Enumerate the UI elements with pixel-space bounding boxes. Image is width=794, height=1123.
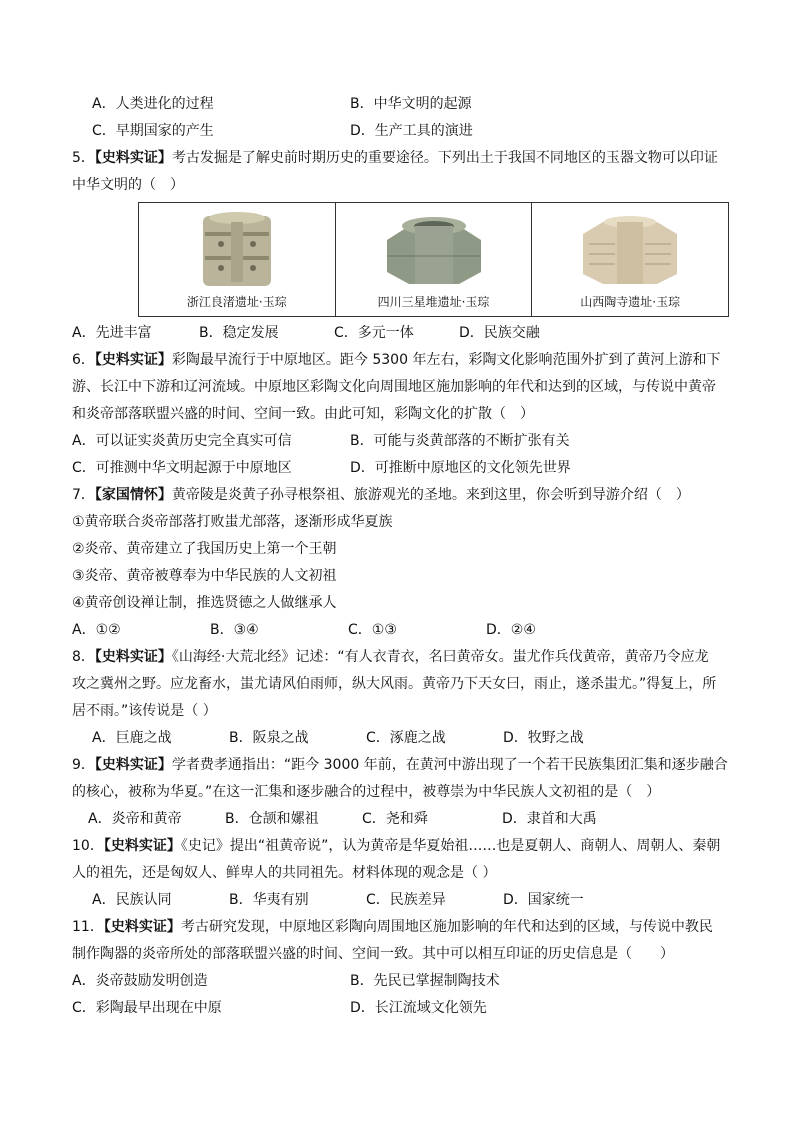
q9-options-row xyxy=(72,806,732,833)
q10-text-1: 《史记》提出“祖黄帝说”，认为黄帝是华夏始祖……也是夏朝人、商朝人、周朝人、秦朝 xyxy=(180,838,721,854)
q4-option-c[interactable]: C．早期国家的产生 xyxy=(92,123,214,139)
q5-text-1: 考古发掘是了解史前时期历史的重要途径。下列出土于我国不同地区的玉器文物可以印证 xyxy=(171,150,718,166)
q5-image-caption-2: 四川三星堆遗址·玉琮 xyxy=(377,295,490,309)
q5-image-cell-1 xyxy=(139,203,336,316)
q7-number: 7． xyxy=(72,487,95,503)
q7-option-d[interactable]: D．②④ xyxy=(486,622,536,638)
jade-cong-icon xyxy=(191,210,283,290)
q11-text-2: 制作陶器的炎帝所处的部落联盟兴盛的时间、空间一致。其中可以相互印证的历史信息是（ ） xyxy=(72,946,674,962)
q10-option-b[interactable]: B．华夷有别 xyxy=(229,892,309,908)
q8-option-a[interactable]: A．巨鹿之战 xyxy=(92,730,172,746)
q6-options-row-2 xyxy=(72,455,732,482)
q8-text-1: 《山海经·大荒北经》记述：“有人衣青衣，名曰黄帝女。蚩尤作兵伐黄帝，黄帝乃令应龙 xyxy=(171,649,709,665)
q11-stem-line-2 xyxy=(72,941,732,968)
q5-image-caption-3: 山西陶寺遗址·玉琮 xyxy=(580,295,681,309)
q11-stem-line-1 xyxy=(72,914,732,941)
q11-options-row-2 xyxy=(72,995,732,1022)
q11-tag: 【史料实证】 xyxy=(103,919,181,935)
q6-number: 6． xyxy=(72,352,95,368)
q8-options-row xyxy=(72,725,732,752)
q9-option-c[interactable]: C．尧和舜 xyxy=(362,811,428,827)
q11-option-a[interactable]: A．炎帝鼓励发明创造 xyxy=(72,973,208,989)
q9-text-1: 学者费孝通指出：“距今 3000 年前，在黄河中游出现了一个若干民族集团汇集和逐步融合 xyxy=(171,757,728,773)
q11-number: 11． xyxy=(72,919,104,935)
q4-option-a[interactable]: A．人类进化的过程 xyxy=(92,96,214,112)
q6-options-row-1 xyxy=(72,428,732,455)
q5-image-cell-2 xyxy=(336,203,533,316)
q5-number: 5． xyxy=(72,150,95,166)
q8-option-d[interactable]: D．牧野之战 xyxy=(503,730,584,746)
q7-option-b[interactable]: B．③④ xyxy=(210,622,259,638)
q6-option-b[interactable]: B．可能与炎黄部落的不断扩张有关 xyxy=(350,433,570,449)
q4-option-d[interactable]: D．生产工具的演进 xyxy=(350,123,473,139)
q11-text-1: 考古研究发现，中原地区彩陶向周围地区施加影响的年代和达到的区域，与传说中教民 xyxy=(180,919,713,935)
q6-text-2: 游、长江中下游和辽河流域。中原地区彩陶文化向周围地区施加影响的年代和达到的区域，与传说中黄帝 xyxy=(72,379,716,395)
q6-option-c[interactable]: C．可推测中华文明起源于中原地区 xyxy=(72,460,292,476)
q4-options-row-1 xyxy=(72,91,732,118)
q6-stem-line-1 xyxy=(72,347,732,374)
q5-image-cell-3 xyxy=(532,203,728,316)
q7-option-a[interactable]: A．①② xyxy=(72,622,121,638)
q8-stem-line-2 xyxy=(72,671,732,698)
q10-options-row xyxy=(72,887,732,914)
q5-tag: 【史料实证】 xyxy=(94,150,172,166)
q10-tag: 【史料实证】 xyxy=(103,838,181,854)
q5-image-caption-1: 浙江良渚遗址·玉琮 xyxy=(186,295,287,309)
q4-option-b[interactable]: B．中华文明的起源 xyxy=(350,96,472,112)
q9-option-d[interactable]: D．隶首和大禹 xyxy=(502,811,597,827)
exam-page xyxy=(72,91,732,1022)
q10-option-a[interactable]: A．民族认同 xyxy=(92,892,172,908)
q6-text-1: 彩陶最早流行于中原地区。距今 5300 年左右，彩陶文化影响范围外扩到了黄河上游和下 xyxy=(171,352,721,368)
q7-stem-line-1 xyxy=(72,482,732,509)
q11-option-b[interactable]: B．先民已掌握制陶技术 xyxy=(350,973,500,989)
q8-text-3: 居不雨。”该传说是（ ） xyxy=(72,703,217,719)
q6-option-d[interactable]: D．可推断中原地区的文化领先世界 xyxy=(350,460,571,476)
q10-option-d[interactable]: D．国家统一 xyxy=(503,892,584,908)
q9-number: 9． xyxy=(72,757,95,773)
q11-option-c[interactable]: C．彩陶最早出现在中原 xyxy=(72,1000,222,1016)
q5-option-d[interactable]: D．民族交融 xyxy=(459,325,540,341)
q7-option-c[interactable]: C．①③ xyxy=(348,622,397,638)
q5-option-c[interactable]: C．多元一体 xyxy=(334,325,414,341)
q5-image-table xyxy=(138,202,729,317)
q9-option-a[interactable]: A．炎帝和黄帝 xyxy=(88,811,182,827)
q9-tag: 【史料实证】 xyxy=(94,757,172,773)
q7-tag: 【家国情怀】 xyxy=(94,487,172,503)
q7-text-1: 黄帝陵是炎黄子孙寻根祭祖、旅游观光的圣地。来到这里，你会听到导游介绍（ ） xyxy=(171,487,690,503)
q8-number: 8． xyxy=(72,649,95,665)
q11-options-row-1 xyxy=(72,968,732,995)
q9-stem-line-2 xyxy=(72,779,732,806)
q6-stem-line-3 xyxy=(72,401,732,428)
jade-cong-icon xyxy=(379,210,489,290)
jade-cong-icon xyxy=(575,210,685,290)
q7-item-1: ①黄帝联合炎帝部落打败蚩尤部落，逐渐形成华夏族 xyxy=(72,514,393,530)
q4-options-row-2 xyxy=(72,118,732,145)
q5-stem-line-1 xyxy=(72,145,732,172)
q10-number: 10． xyxy=(72,838,104,854)
q10-stem-line-2 xyxy=(72,860,732,887)
q5-stem-line-2 xyxy=(72,172,732,199)
q10-text-2: 人的祖先，还是匈奴人、鲜卑人的共同祖先。材料体现的观念是（ ） xyxy=(72,865,497,881)
q9-stem-line-1 xyxy=(72,752,732,779)
q5-text-2: 中华文明的（ ） xyxy=(72,177,184,193)
q7-item-3: ③炎帝、黄帝被尊奉为中华民族的人文初祖 xyxy=(72,568,337,584)
q6-tag: 【史料实证】 xyxy=(94,352,172,368)
q8-text-2: 攻之冀州之野。应龙畜水，蚩尤请风伯雨师，纵大风雨。黄帝乃下天女曰，雨止，遂杀蚩尤。”得复上，所 xyxy=(72,676,717,692)
q8-stem-line-1 xyxy=(72,644,732,671)
q10-stem-line-1 xyxy=(72,833,732,860)
q7-item-4: ④黄帝创设禅让制，推选贤德之人做继承人 xyxy=(72,595,337,611)
q7-options-row xyxy=(72,617,732,644)
q8-tag: 【史料实证】 xyxy=(94,649,172,665)
q5-options-row xyxy=(72,320,732,347)
q11-option-d[interactable]: D．长江流域文化领先 xyxy=(350,1000,487,1016)
q8-stem-line-3 xyxy=(72,698,732,725)
q9-text-2: 的核心，被称为华夏。”在这一汇集和逐步融合的过程中，被尊崇为中华民族人文初祖的是（ ） xyxy=(72,784,661,800)
q10-option-c[interactable]: C．民族差异 xyxy=(366,892,446,908)
q6-text-3: 和炎帝部落联盟兴盛的时间、空间一致。由此可知，彩陶文化的扩散（ ） xyxy=(72,406,534,422)
q6-option-a[interactable]: A．可以证实炎黄历史完全真实可信 xyxy=(72,433,292,449)
q8-option-b[interactable]: B．阪泉之战 xyxy=(229,730,309,746)
q9-option-b[interactable]: B．仓颉和嫘祖 xyxy=(225,811,319,827)
q6-stem-line-2 xyxy=(72,374,732,401)
q5-option-b[interactable]: B．稳定发展 xyxy=(199,325,279,341)
q8-option-c[interactable]: C．涿鹿之战 xyxy=(366,730,446,746)
q5-option-a[interactable]: A．先进丰富 xyxy=(72,325,152,341)
q7-item-2: ②炎帝、黄帝建立了我国历史上第一个王朝 xyxy=(72,541,337,557)
